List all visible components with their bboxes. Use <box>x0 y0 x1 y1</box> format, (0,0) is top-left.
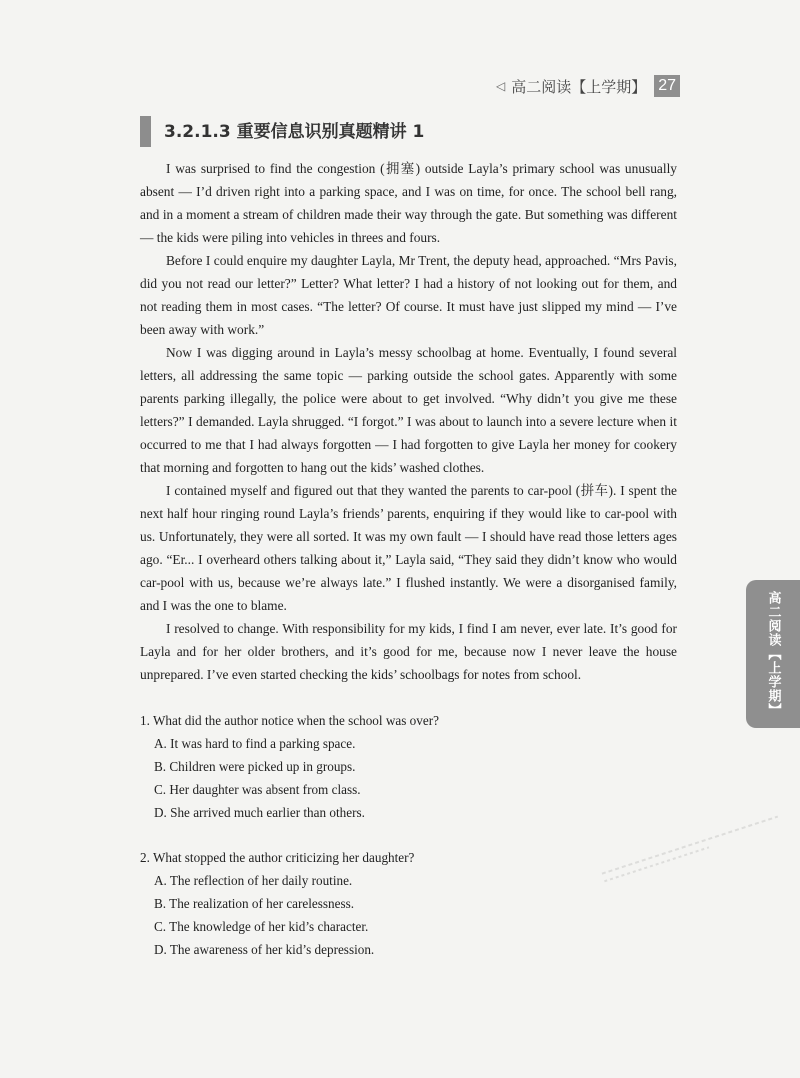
answer-option: D. She arrived much earlier than others. <box>154 805 365 820</box>
question-2 <box>140 846 677 961</box>
book-label: 高二阅读【上学期】 <box>511 77 647 96</box>
passage-paragraph: Now I was digging around in Layla’s messy schoolbag at home. Eventually, I found several letters, all addressing the same topic — parking outside the school gates. Apparently with some parents parking illegally, the police were about to get involved. “Why didn’t you give me these letters?” I demanded. Layla shrugged. “I forgot.” I was about to launch into a severe lecture when it occurred to me that I had always forgotten — I had forgotten to give Layla her money for cookery that morning and forgotten to hang out the kids’ washed clothes. <box>140 345 677 475</box>
answer-option: C. The knowledge of her kid’s character. <box>154 919 369 934</box>
answer-option: B. Children were picked up in groups. <box>154 759 356 774</box>
answer-option: C. Her daughter was absent from class. <box>154 782 361 797</box>
reading-passage <box>140 157 677 686</box>
passage-paragraph: I contained myself and figured out that they wanted the parents to car-pool (拼车). I spent the next half hour ringing round Layla’s friends’ parents, enquiring if they would like to car-pool with us. Unfortunately, they were all sorted. It was my own fault — I should have read those letters ages ago. “Er... I overheard others talking about it,” Layla said, “They said they didn’t know who would car-pool with us, because we’re always late.” I flushed instantly. We were a disorganised family, and I was the one to blame. <box>140 483 677 613</box>
answer-option: D. The awareness of her kid’s depression. <box>154 942 375 957</box>
question-list <box>140 709 677 983</box>
page-number: 27 <box>654 75 680 97</box>
passage-paragraph: Before I could enquire my daughter Layla, Mr Trent, the deputy head, approached. “Mrs Pavis, did you not read our letter?” Letter? What letter? I had a history of not looking out for them, and not reading them in most cases. “The letter? Of course. It must have just slipped my mind — I’ve been away with work.” <box>140 253 677 337</box>
question-stem: 2. What stopped the author criticizing her daughter? <box>140 850 415 865</box>
section-title-bar <box>140 116 151 147</box>
running-header <box>496 74 680 98</box>
question-stem: 1. What did the author notice when the school was over? <box>140 713 439 728</box>
side-tab-label: 高二阅读【上学期】 <box>765 591 781 717</box>
chapter-side-tab <box>746 580 800 728</box>
question-1 <box>140 709 677 824</box>
answer-option: A. It was hard to find a parking space. <box>154 736 356 751</box>
answer-option: A. The reflection of her daily routine. <box>154 873 353 888</box>
section-title: 3.2.1.3 重要信息识别真题精讲 1 <box>164 122 425 142</box>
passage-paragraph: I resolved to change. With responsibility for my kids, I find I am never, ever late. It’s good for Layla and for her older brothers, and it’s good for me, because now I never leave the house unprepared. I’ve even started checking the kids’ schoolbags for notes from school. <box>140 621 677 682</box>
triangle-marker-icon: ◁ <box>495 79 506 93</box>
answer-option: B. The realization of her carelessness. <box>154 896 355 911</box>
passage-paragraph: I was surprised to find the congestion (拥塞) outside Layla’s primary school was unusually absent — I’d driven right into a parking space, and I was on time, for once. The school bell rang, and in a moment a stream of children made their way through the gate. But something was different — the kids were piling into vehicles in threes and fours. <box>140 161 677 245</box>
